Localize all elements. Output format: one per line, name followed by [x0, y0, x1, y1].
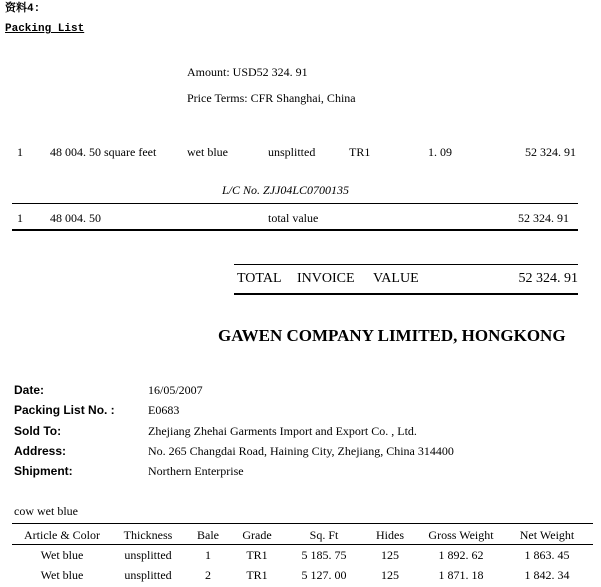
product-line: cow wet blue — [14, 504, 78, 518]
field-value-date: 16/05/2007 — [148, 383, 203, 397]
total-invoice-word-value: VALUE — [373, 271, 419, 286]
amount-label: Amount: — [187, 65, 230, 79]
total-invoice-word-invoice: INVOICE — [297, 271, 355, 286]
total-no: 1 — [17, 211, 23, 225]
table-header-rule — [12, 544, 593, 545]
total-invoice-word-total: TOTAL — [237, 271, 282, 286]
price-terms-line — [187, 92, 356, 104]
price-terms-value: CFR Shanghai, China — [250, 91, 356, 105]
company-name: GAWEN COMPANY LIMITED, HONGKONG — [218, 326, 566, 345]
total-invoice-amount: 52 324. 91 — [518, 271, 578, 286]
field-value-shipment: Northern Enterprise — [148, 464, 244, 478]
table-header-article: Article & Color — [24, 528, 100, 542]
table-header-gross-weight: Gross Weight — [428, 528, 494, 542]
table-top-rule — [12, 523, 593, 524]
total-amount: 52 324. 91 — [518, 211, 569, 225]
field-label-address: Address: — [14, 444, 67, 458]
cell-article: Wet blue — [40, 568, 84, 582]
cell-article: Wet blue — [40, 548, 84, 562]
amount-line — [187, 66, 308, 78]
field-label-shipment: Shipment: — [14, 464, 73, 478]
field-value-sold-to: Zhejiang Zhehai Garments Import and Export Co. , Ltd. — [148, 424, 417, 438]
cell-gross-weight: 1 871. 18 — [438, 568, 484, 582]
cell-net-weight: 1 842. 34 — [524, 568, 570, 582]
cell-thickness: unsplitted — [124, 548, 172, 562]
item-quantity: 48 004. 50 square feet — [50, 145, 157, 159]
total-quantity: 48 004. 50 — [50, 211, 101, 225]
cell-gross-weight: 1 892. 62 — [438, 548, 484, 562]
item-amount: 52 324. 91 — [525, 145, 576, 159]
rule-above-total-invoice — [234, 264, 578, 265]
total-label: total value — [268, 211, 319, 225]
rule-below-total-invoice — [234, 293, 578, 295]
price-terms-label: Price Terms: — [187, 91, 248, 105]
table-header-hides: Hides — [376, 528, 404, 542]
lc-number: L/C No. ZJJ04LC0700135 — [222, 183, 350, 197]
cell-sqft: 5 127. 00 — [301, 568, 347, 582]
field-value-address: No. 265 Changdai Road, Haining City, Zhejiang, China 314400 — [148, 444, 454, 458]
cell-grade: TR1 — [246, 568, 268, 582]
rule-below-total — [12, 229, 578, 231]
table-header-sqft: Sq. Ft — [309, 528, 339, 542]
cell-sqft: 5 185. 75 — [301, 548, 347, 562]
cell-bale: 2 — [205, 568, 211, 582]
field-label-sold-to: Sold To: — [14, 424, 62, 438]
packing-list-heading: Packing List — [5, 23, 85, 35]
field-label-date: Date: — [14, 383, 45, 397]
cell-hides: 125 — [381, 568, 399, 582]
cell-hides: 125 — [381, 548, 399, 562]
item-unit-price: 1. 09 — [428, 145, 452, 159]
field-label-packing-list-no: Packing List No. : — [14, 403, 115, 417]
cell-bale: 1 — [205, 548, 211, 562]
cell-grade: TR1 — [246, 548, 268, 562]
table-header-thickness: Thickness — [123, 528, 173, 542]
table-header-grade: Grade — [242, 528, 272, 542]
item-description: wet blue — [187, 145, 228, 159]
amount-value: USD52 324. 91 — [232, 65, 308, 79]
cell-thickness: unsplitted — [124, 568, 172, 582]
table-header-net-weight: Net Weight — [519, 528, 575, 542]
material-label: 资料4: — [5, 3, 41, 15]
cell-net-weight: 1 863. 45 — [524, 548, 570, 562]
item-grade: TR1 — [349, 145, 371, 159]
field-value-packing-list-no: E0683 — [148, 403, 180, 417]
rule-above-total — [12, 203, 578, 204]
item-split: unsplitted — [268, 145, 316, 159]
item-no: 1 — [17, 145, 23, 159]
table-header-bale: Bale — [197, 528, 219, 542]
